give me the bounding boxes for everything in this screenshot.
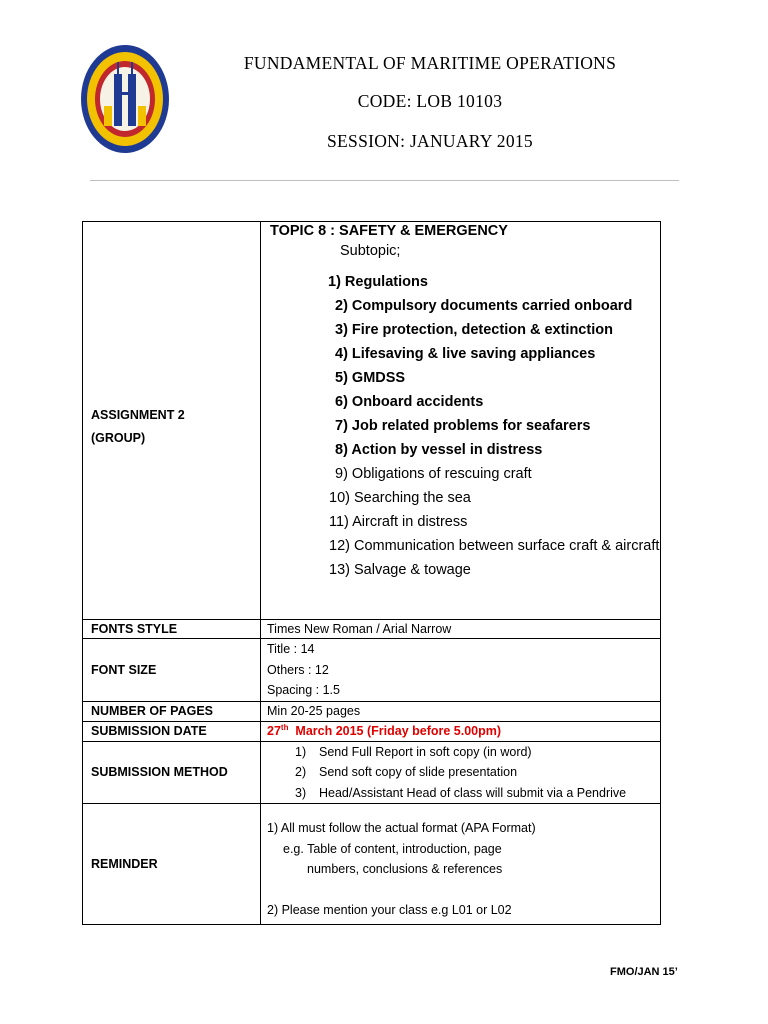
list-item: 2) Send soft copy of slide presentation xyxy=(295,765,518,779)
subtopic-item: 1) Regulations xyxy=(328,274,428,290)
table-row xyxy=(83,222,661,620)
subtopic-item: 4) Lifesaving & live saving appliances xyxy=(335,346,596,362)
footer-code: FMO/JAN 15’ xyxy=(610,966,678,978)
pages-label: NUMBER OF PAGES xyxy=(83,701,261,721)
subtopic-item: 2) Compulsory documents carried onboard xyxy=(335,298,633,314)
subtopic-item: 8) Action by vessel in distress xyxy=(335,442,543,458)
course-title: FUNDAMENTAL OF MARITIME OPERATIONS xyxy=(243,53,617,73)
subtopic-item: 13) Salvage & towage xyxy=(329,562,471,578)
method-list xyxy=(267,742,660,804)
table-row xyxy=(83,701,661,721)
topic-cell xyxy=(261,222,661,620)
table-row xyxy=(83,741,661,804)
reminder-label: REMINDER xyxy=(83,804,261,925)
assignment-label: ASSIGNMENT 2 (GROUP) xyxy=(83,222,261,620)
subtopic-item: 9) Obligations of rescuing craft xyxy=(335,466,532,482)
assignment-table xyxy=(82,221,661,925)
submission-method-label: SUBMISSION METHOD xyxy=(83,741,261,804)
table-row xyxy=(83,620,661,639)
subtopic-item: 11) Aircraft in distress xyxy=(329,514,468,530)
font-size-label: FONT SIZE xyxy=(83,639,261,702)
submission-method-value xyxy=(261,741,661,804)
subtopic-item: 6) Onboard accidents xyxy=(335,394,484,410)
table-row xyxy=(83,721,661,741)
subtopic-item: 12) Communication between surface craft & aircraft xyxy=(329,538,660,554)
course-code: CODE: LOB 10103 xyxy=(357,91,503,111)
subtopic-item: 5) GMDSS xyxy=(335,370,406,386)
table-row xyxy=(83,804,661,925)
font-size-value: Title : 14 Others : 12 Spacing : 1.5 xyxy=(261,639,661,702)
subtopic-item: 10) Searching the sea xyxy=(329,490,471,506)
topic-title: TOPIC 8 : SAFETY & EMERGENCY xyxy=(270,223,508,239)
list-item: 1) Send Full Report in soft copy (in word) xyxy=(295,744,532,759)
list-item: 3) Head/Assistant Head of class will submit via a Pendrive xyxy=(295,785,627,800)
subtopic-list xyxy=(267,270,660,582)
submission-date-value: 27th March 2015 (Friday before 5.00pm) xyxy=(261,721,661,741)
subtopic-item: 3) Fire protection, detection & extinction xyxy=(335,322,613,338)
reminder-value: 1) All must follow the actual format (APA Format) e.g. Table of content, introduction, page numbers, conclusions & references 2) Please mention your class e.g L01 or L02 xyxy=(261,804,661,925)
subtopic-item: 7) Job related problems for seafarers xyxy=(335,418,591,434)
submission-date-label: SUBMISSION DATE xyxy=(83,721,261,741)
subtopic-heading: Subtopic; xyxy=(340,243,401,259)
divider xyxy=(90,180,679,181)
fonts-style-value: Times New Roman / Arial Narrow xyxy=(261,620,661,639)
pages-value: Min 20-25 pages xyxy=(261,701,661,721)
session: SESSION: JANUARY 2015 xyxy=(327,131,533,151)
fonts-style-label: FONTS STYLE xyxy=(83,620,261,639)
table-row xyxy=(83,639,661,702)
